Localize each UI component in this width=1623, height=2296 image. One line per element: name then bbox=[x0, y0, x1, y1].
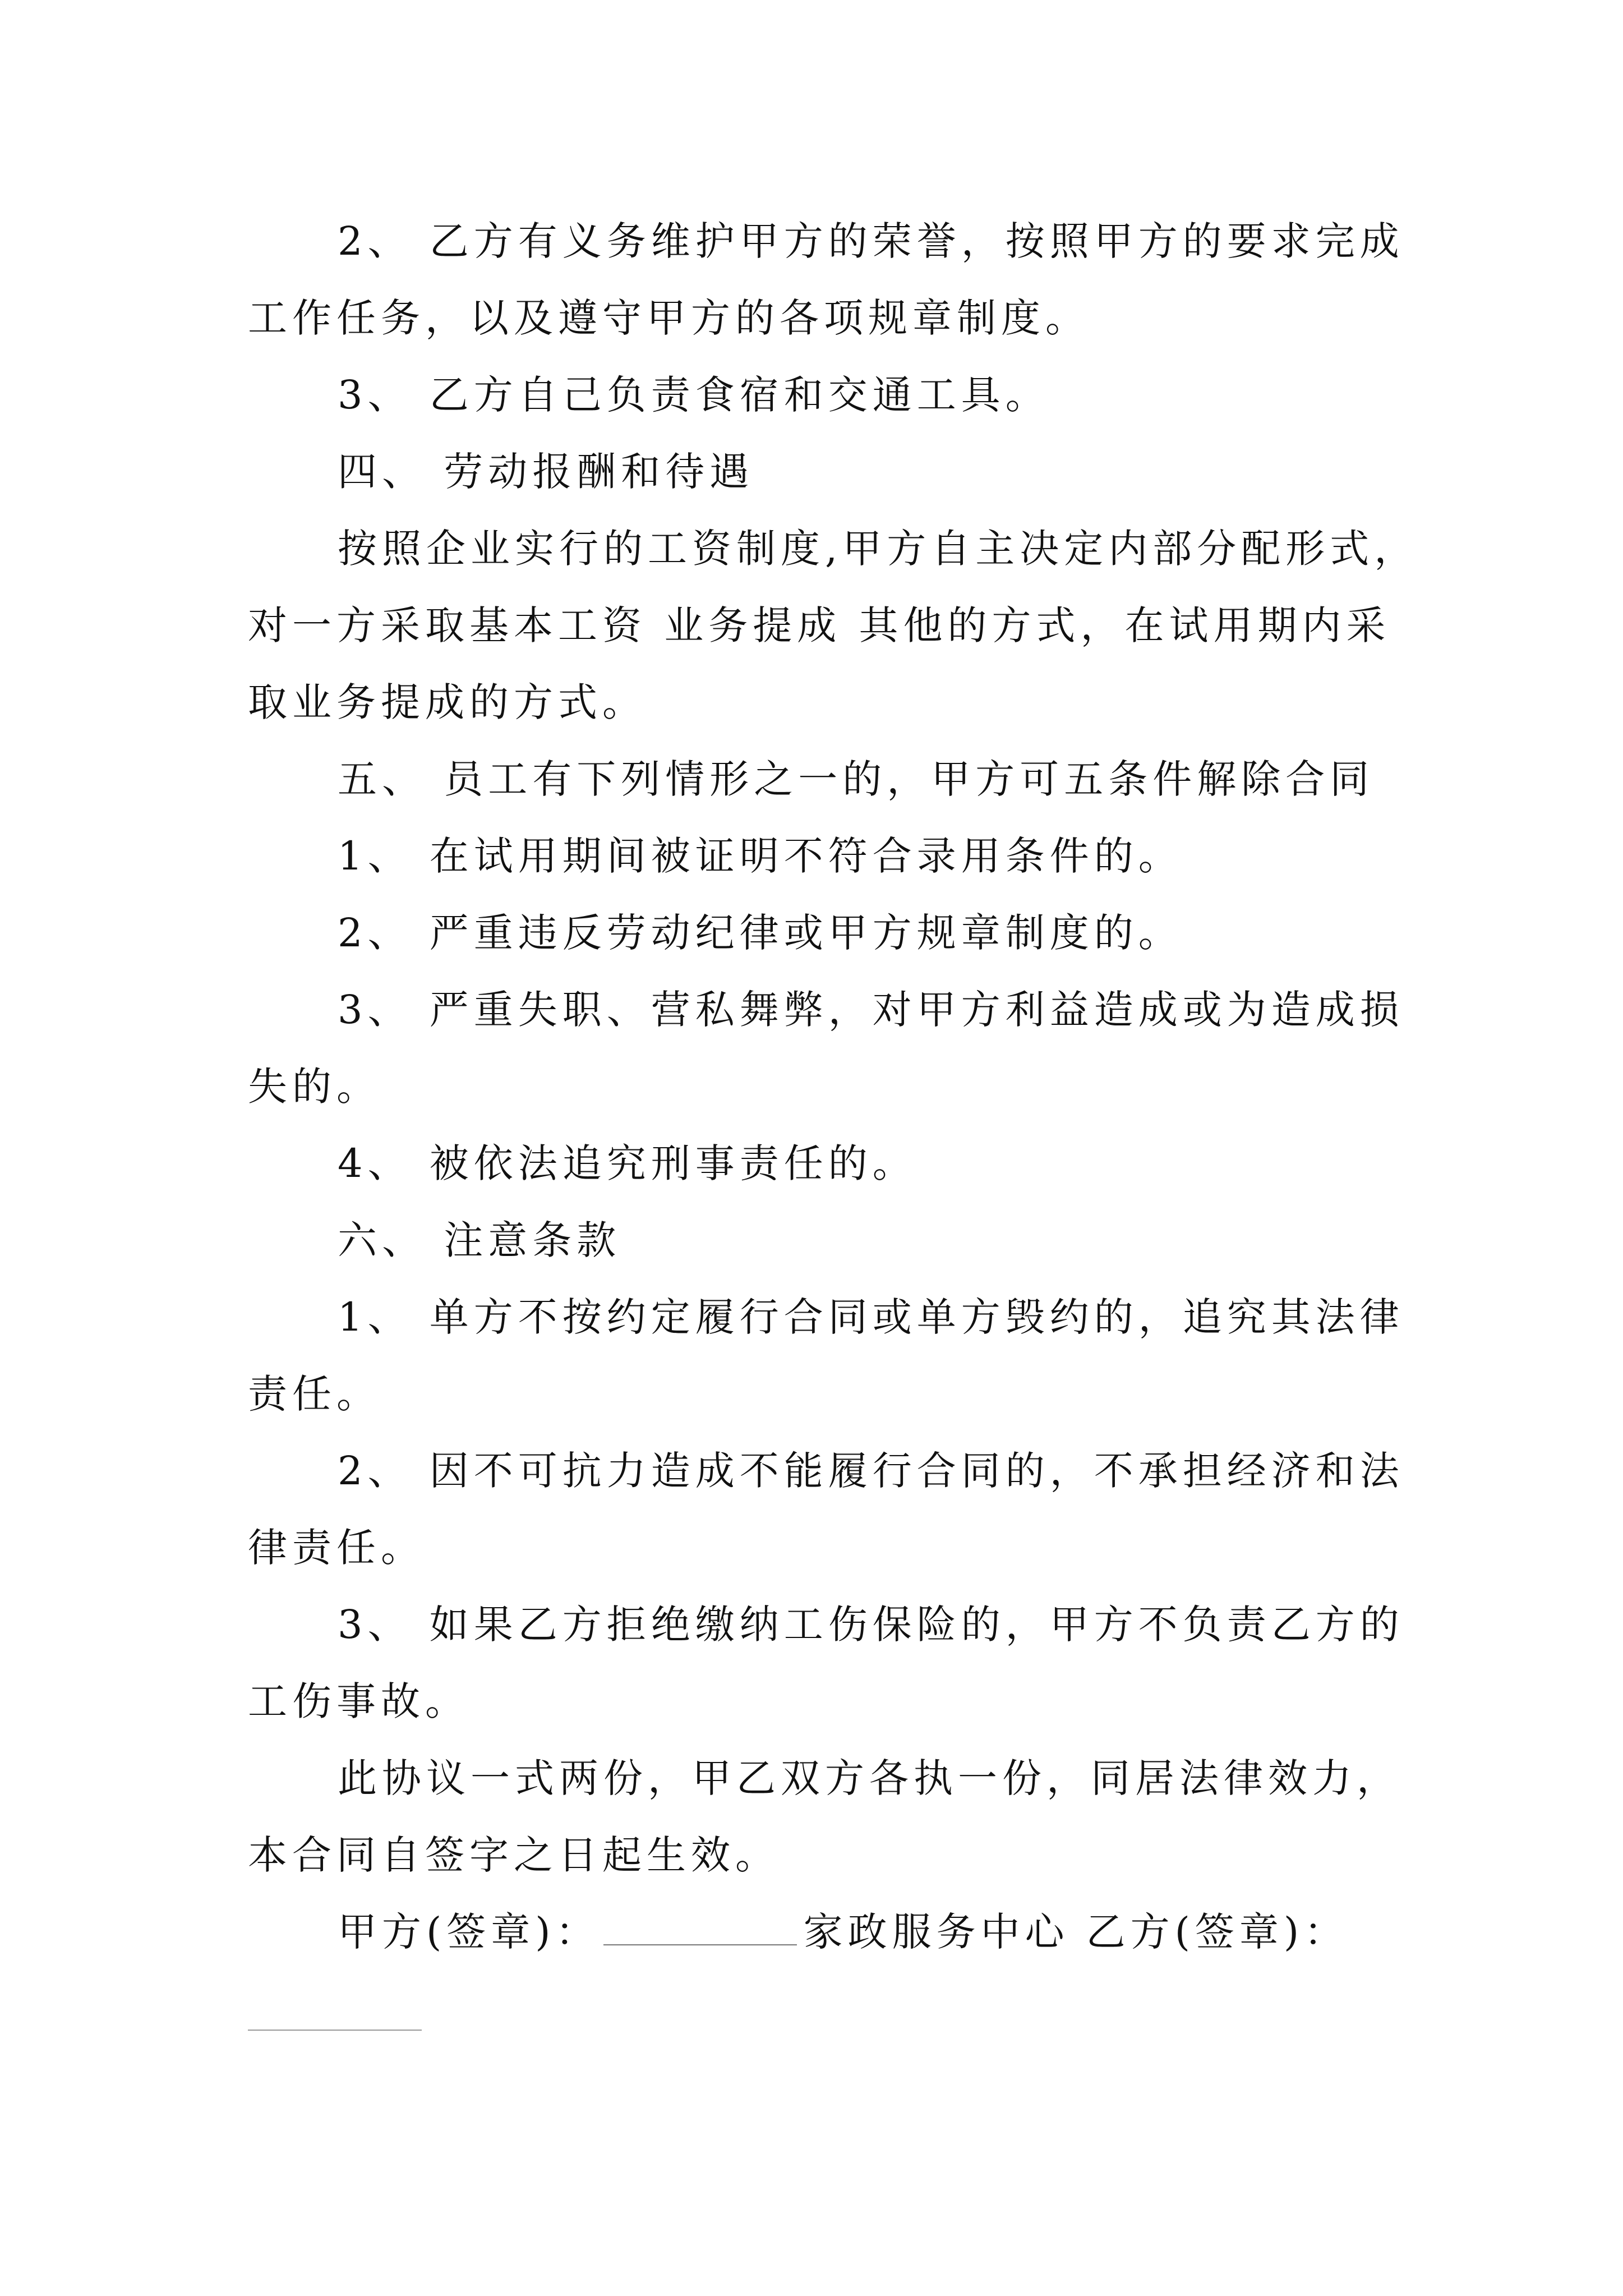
paragraph-line: 1、 在试用期间被证明不符合录用条件的。 bbox=[338, 833, 1183, 879]
signature-blank bbox=[603, 1911, 797, 1945]
paragraph-line: 工作任务，以及遵守甲方的各项规章制度。 bbox=[248, 295, 1090, 341]
paragraph-line: 按照企业实行的工资制度,甲方自主决定内部分配形式， bbox=[338, 526, 1419, 572]
party-a-org: 家政服务中心 bbox=[803, 1909, 1069, 1955]
paragraph-line: 4、 被依法追究刑事责任的。 bbox=[338, 1140, 917, 1186]
paragraph-line: 本合同自签字之日起生效。 bbox=[248, 1832, 780, 1878]
paragraph-line: 律责任。 bbox=[248, 1525, 425, 1571]
party-a-label: 甲方(签章)： bbox=[338, 1909, 600, 1955]
paragraph-line: 2、 严重违反劳动纪律或甲方规章制度的。 bbox=[338, 910, 1183, 956]
section-heading: 四、 劳动报酬和待遇 bbox=[338, 449, 754, 495]
party-b-label: 乙方(签章)： bbox=[1086, 1909, 1349, 1955]
paragraph-line: 失的。 bbox=[248, 1064, 381, 1110]
paragraph-line: 3、 乙方自己负责食宿和交通工具。 bbox=[338, 372, 1050, 418]
paragraph-line: 2、 因不可抗力造成不能履行合同的，不承担经济和法 bbox=[338, 1448, 1404, 1494]
paragraph-line: 3、 如果乙方拒绝缴纳工伤保险的，甲方不负责乙方的 bbox=[338, 1602, 1404, 1648]
paragraph-line: 2、 乙方有义务维护甲方的荣誉，按照甲方的要求完成 bbox=[338, 218, 1404, 264]
paragraph-line: 工伤事故。 bbox=[248, 1678, 469, 1724]
paragraph-line: 3、 严重失职、营私舞弊，对甲方利益造成或为造成损 bbox=[338, 987, 1404, 1033]
section-heading: 五、 员工有下列情形之一的，甲方可五条件解除合同 bbox=[338, 756, 1375, 802]
paragraph-line: 此协议一式两份，甲乙双方各执一份，同居法律效力， bbox=[338, 1755, 1401, 1801]
footer-rule bbox=[248, 2030, 422, 2031]
paragraph-line: 对一方采取基本工资 业务提成 其他的方式，在试用期内采 bbox=[248, 602, 1391, 648]
paragraph-line: 责任。 bbox=[248, 1371, 381, 1417]
section-heading: 六、 注意条款 bbox=[338, 1217, 621, 1263]
paragraph-line: 取业务提成的方式。 bbox=[248, 679, 647, 725]
paragraph-line: 1、 单方不按约定履行合同或单方毁约的，追究其法律 bbox=[338, 1294, 1404, 1340]
signature-line bbox=[338, 1907, 1348, 1957]
